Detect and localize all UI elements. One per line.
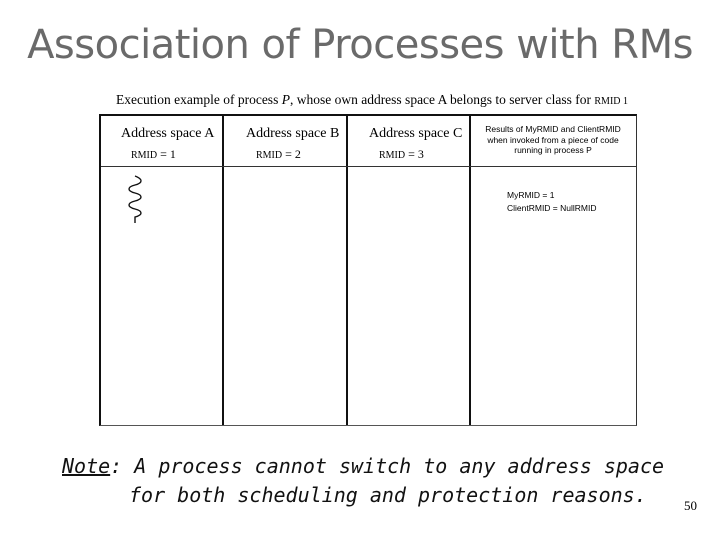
page-number: 50 bbox=[684, 498, 697, 513]
caption-process: P bbox=[281, 92, 290, 107]
column-divider bbox=[222, 116, 224, 425]
figure-caption bbox=[116, 92, 628, 108]
address-space-table bbox=[99, 114, 637, 426]
header-divider bbox=[101, 166, 636, 167]
process-thread-icon bbox=[123, 174, 147, 224]
caption-rmid: RMID 1 bbox=[594, 96, 629, 107]
column-header-c: Address space C bbox=[369, 126, 463, 141]
myrmid-value: MyRMID = 1 bbox=[507, 190, 555, 200]
rmid-c: RMID = 3 bbox=[379, 147, 424, 161]
results-header: Results of MyRMID and ClientRMID when invoked from a piece of code running in process P bbox=[485, 124, 621, 155]
note-label: Note bbox=[62, 454, 111, 478]
caption-mid: , whose own address space A belongs to server class for bbox=[289, 92, 595, 107]
column-header-b: Address space B bbox=[246, 126, 340, 141]
results-values bbox=[507, 189, 597, 215]
rmid-b: RMID = 2 bbox=[256, 147, 301, 161]
column-header-a: Address space A bbox=[121, 126, 215, 141]
column-divider bbox=[469, 116, 471, 425]
clientrmid-value: ClientRMID = NullRMID bbox=[507, 203, 597, 213]
slide-title: Association of Processes with RMs bbox=[27, 22, 693, 68]
rmid-a: RMID = 1 bbox=[131, 147, 176, 161]
note-text: Note: A process cannot switch to any address space for both scheduling and protection reasons. bbox=[62, 454, 665, 507]
column-divider bbox=[346, 116, 348, 425]
caption-pre: Execution example of process bbox=[116, 92, 282, 107]
